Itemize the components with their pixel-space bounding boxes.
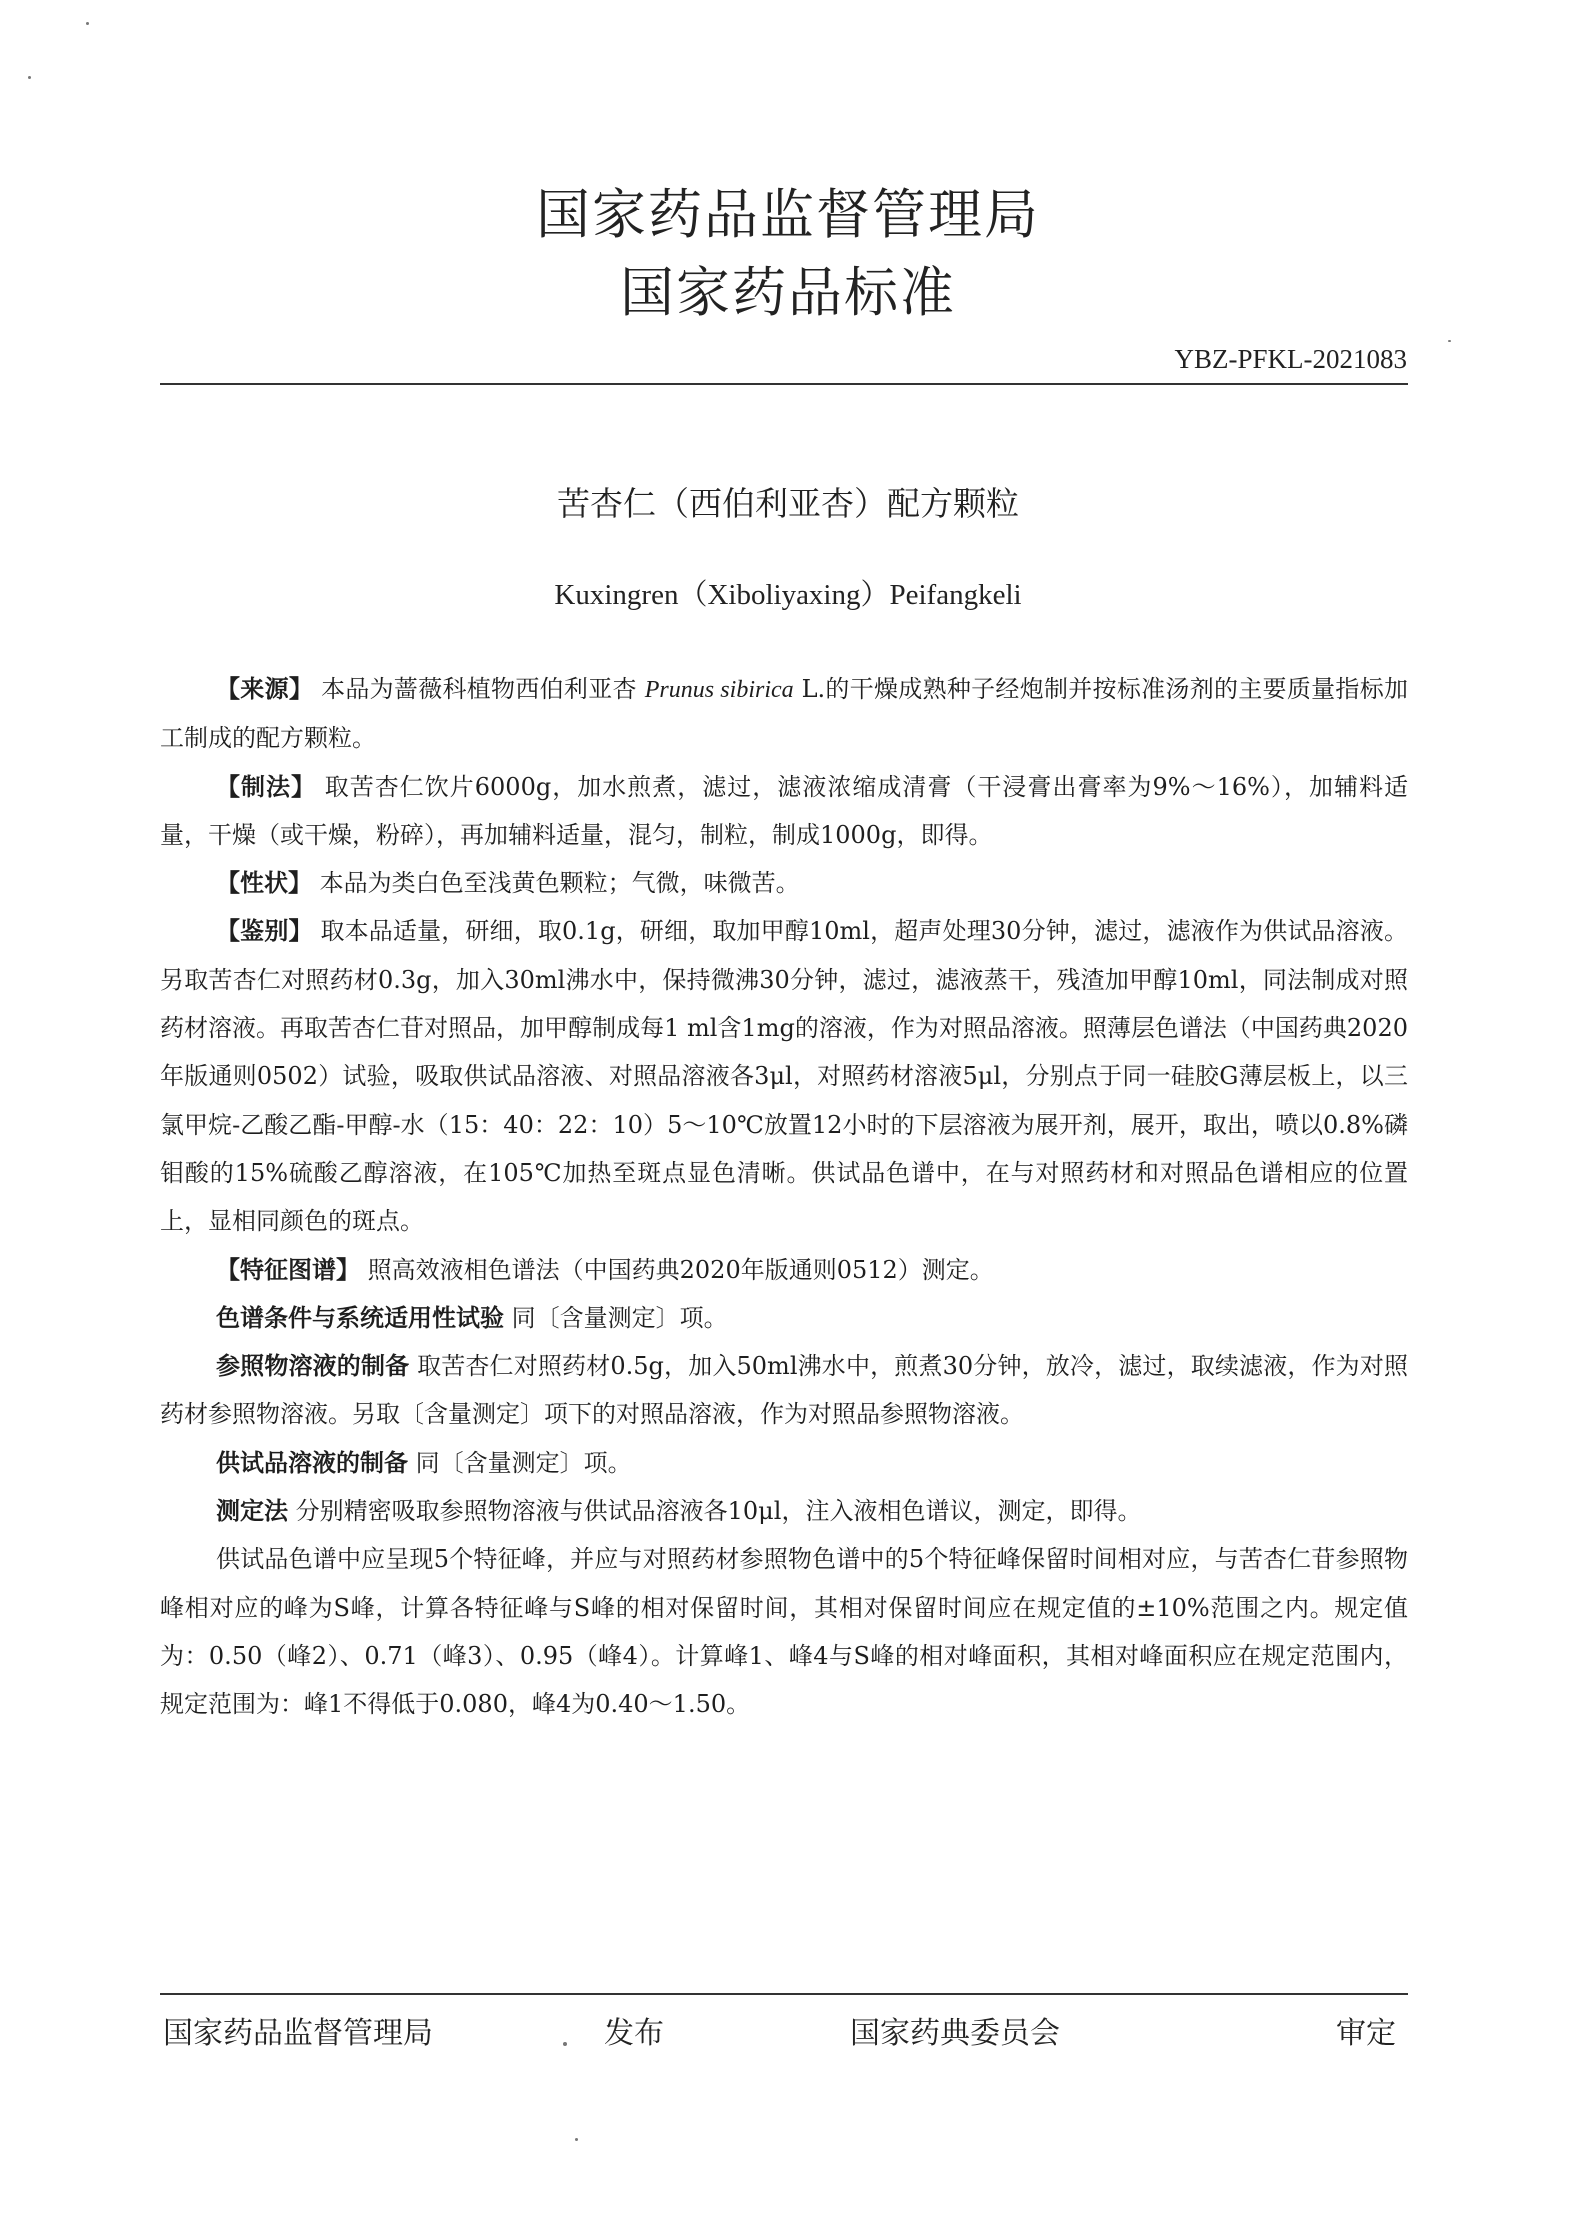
assay-heading: 测定法	[216, 1497, 288, 1526]
footer-publish-label: 发布	[604, 2016, 664, 2051]
assay-section	[160, 1487, 1408, 1535]
scan-speck	[575, 2138, 578, 2141]
scan-speck	[563, 2042, 567, 2046]
chrom-conditions-section	[160, 1294, 1408, 1342]
standard-code: YBZ-PFKL-2021083	[1174, 344, 1407, 374]
reference-prep-section	[160, 1342, 1408, 1439]
document-title-line2: 国家药品标准	[620, 261, 956, 324]
product-english-name: Kuxingren（Xiboliyaxing）Peifangkeli	[554, 579, 1022, 611]
source-text-before: 本品为蔷薇科植物西伯利亚杏	[321, 675, 637, 703]
footer-review-label: 审定	[1336, 2016, 1396, 2051]
footer-divider	[160, 1993, 1408, 1995]
document-body	[160, 665, 1408, 1729]
method-text: 取苦杏仁饮片6000g，加水煎煮，滤过，滤液浓缩成清膏（干浸膏出膏率为9%～16%），加辅料适量，干燥（或干燥，粉碎），再加辅料适量，混匀，制粒，制成1000g，即得。	[160, 772, 1408, 849]
identification-text: 取本品适量，研细，取0.1g，研细，取加甲醇10ml，超声处理30分钟，滤过，滤液作为供试品溶液。另取苦杏仁对照药材0.3g，加入30ml沸水中，保持微沸30分钟，滤过，滤液蒸干，残渣加甲醇10ml，同法制成对照药材溶液。再取苦杏仁苷对照品，加甲醇制成每1 ml含1mg的溶液，作为对照品溶液。照薄层色谱法（中国药典2020年版通则0502）试验，吸取供试品溶液、对照品溶液各3μl，对照药材溶液5μl，分别点于同一硅胶G薄层板上，以三氯甲烷-乙酸乙酯-甲醇-水（15：40：22：10）5～10℃放置12小时的下层溶液为展开剂，展开，取出，喷以0.8%磷钼酸的15%硫酸乙醇溶液，在105℃加热至斑点显色清晰。供试品色谱中，在与对照药材和对照品色谱相应的位置上，显相同颜色的斑点。	[160, 917, 1408, 1236]
scan-speck	[86, 22, 89, 25]
fingerprint-section	[160, 1246, 1408, 1294]
reference-prep-text: 取苦杏仁对照药材0.5g，加入50ml沸水中，煎煮30分钟，放冷，滤过，取续滤液，作为对照药材参照物溶液。另取〔含量测定〕项下的对照品溶液，作为对照品参照物溶液。	[160, 1352, 1409, 1429]
footer-reviewer: 国家药典委员会	[850, 2016, 1060, 2051]
test-prep-section	[160, 1439, 1408, 1487]
source-latin-name: Prunus sibirica	[644, 677, 794, 703]
scan-speck	[1448, 340, 1451, 342]
document-title-line1: 国家药品监督管理局	[536, 183, 1040, 246]
test-prep-text: 同〔含量测定〕项。	[415, 1448, 632, 1477]
character-section	[160, 859, 1408, 907]
character-heading: 【性状】	[216, 869, 312, 898]
method-heading: 【制法】	[216, 772, 317, 801]
source-text-after: L.的干燥成熟种子经炮制并按标准汤剂的主要质量指标加工制成的配方颗粒。	[160, 675, 1408, 753]
identification-section	[160, 907, 1408, 1245]
header-divider	[160, 383, 1408, 385]
fingerprint-heading: 【特征图谱】	[216, 1255, 360, 1284]
footer-publisher: 国家药品监督管理局	[163, 2016, 433, 2051]
chrom-conditions-heading: 色谱条件与系统适用性试验	[216, 1303, 504, 1332]
scan-speck	[28, 76, 31, 79]
reference-prep-heading: 参照物溶液的制备	[216, 1352, 410, 1381]
fingerprint-text: 照高效液相色谱法（中国药典2020年版通则0512）测定。	[367, 1255, 994, 1284]
product-chinese-name: 苦杏仁（西伯利亚杏）配方颗粒	[557, 484, 1019, 523]
character-text: 本品为类白色至浅黄色颗粒；气微，味微苦。	[319, 869, 800, 898]
test-prep-heading: 供试品溶液的制备	[216, 1448, 408, 1477]
chrom-conditions-text: 同〔含量测定〕项。	[511, 1303, 728, 1332]
conclusion-paragraph	[160, 1535, 1408, 1728]
source-heading: 【来源】	[216, 675, 314, 703]
identification-heading: 【鉴别】	[216, 917, 313, 946]
method-section	[160, 763, 1408, 860]
source-section	[160, 665, 1408, 763]
conclusion-text: 供试品色谱中应呈现5个特征峰，并应与对照药材参照物色谱中的5个特征峰保留时间相对应，与苦杏仁苷参照物峰相对应的峰为S峰，计算各特征峰与S峰的相对保留时间，其相对保留时间应在规定值的±10%范围之内。规定值为：0.50（峰2）、0.71（峰3）、0.95（峰4）。计算峰1、峰4与S峰的相对峰面积，其相对峰面积应在规定范围内，规定范围为：峰1不得低于0.080，峰4为0.40～1.50。	[160, 1545, 1408, 1719]
assay-text: 分别精密吸取参照物溶液与供试品溶液各10μl，注入液相色谱议，测定，即得。	[295, 1497, 1142, 1526]
